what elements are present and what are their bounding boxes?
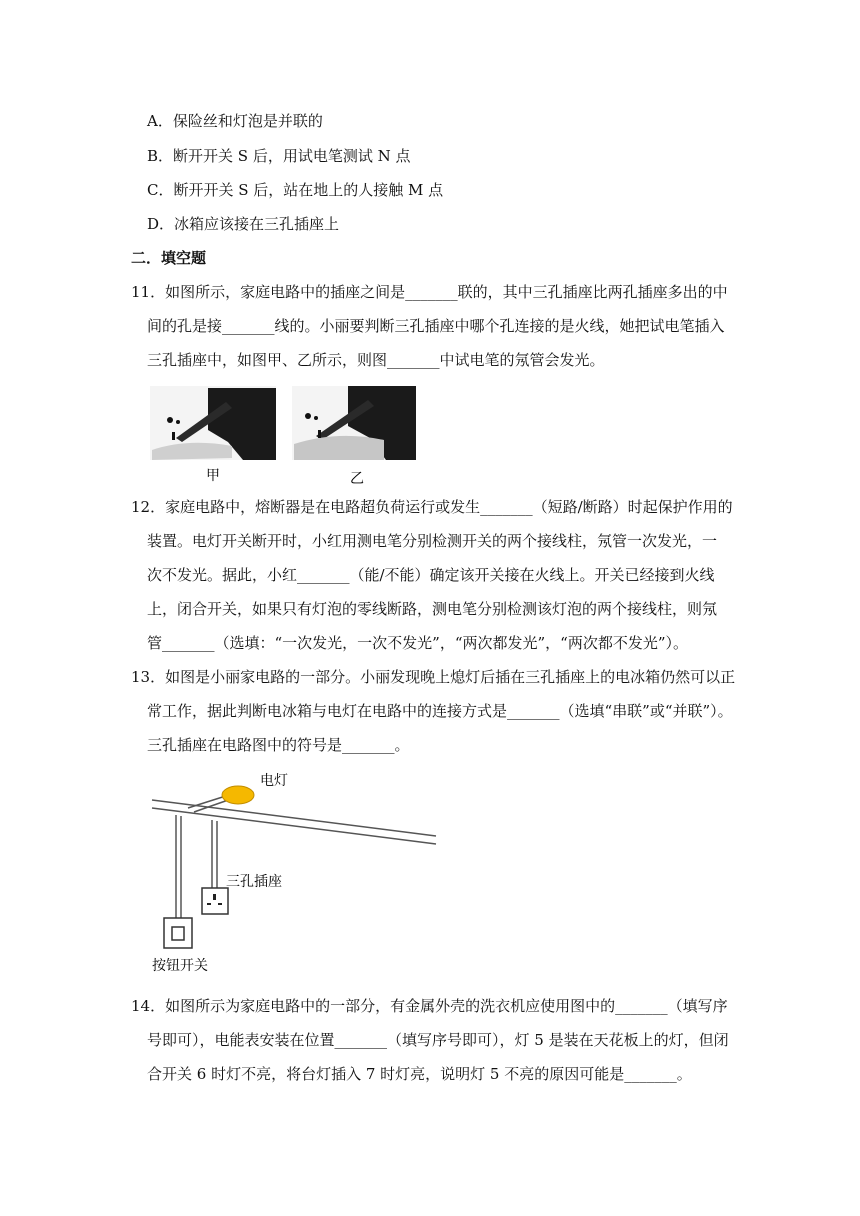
tester-photo-right: [292, 386, 416, 460]
q12-line-2: 装置。电灯开关断开时，小红用测电笔分别检测开关的两个接线柱，氖管一次发光，一: [147, 532, 718, 550]
q12-line-1: 12．家庭电路中，熔断器是在电路超负荷运行或发生_______（短路/断路）时起保护作用的: [131, 498, 733, 516]
section-title: 二．填空题: [131, 249, 207, 267]
q13-circuit-figure: [140, 770, 440, 980]
q14-line-1: 14．如图所示为家庭电路中的一部分，有金属外壳的洗衣机应使用图中的_______（填写序: [131, 997, 728, 1015]
option-b: B．断开开关 S 后，用试电笔测试 N 点: [147, 147, 411, 165]
option-d: D．冰箱应该接在三孔插座上: [147, 215, 340, 233]
q13-line-1: 13．如图是小丽家电路的一部分。小丽发现晚上熄灯后插在三孔插座上的电冰箱仍然可以正: [131, 668, 736, 686]
q13-line-2: 常工作，据此判断电冰箱与电灯在电路中的连接方式是_______（选填“串联”或“并联”）。: [147, 702, 733, 720]
q11-line-2: 间的孔是接_______线的。小丽要判断三孔插座中哪个孔连接的是火线，她把试电笔插入: [147, 317, 725, 335]
q13-line-3: 三孔插座在电路图中的符号是_______。: [147, 736, 410, 754]
q12-line-5: 管_______（选填：“一次发光，一次不发光”，“两次都发光”，“两次都不发光”）。: [147, 634, 689, 652]
figure-label-yi: 乙: [350, 471, 364, 486]
tester-photo-left: [150, 386, 276, 460]
push-button-switch-icon: [164, 918, 192, 948]
q12-line-4: 上，闭合开关，如果只有灯泡的零线断路，测电笔分别检测该灯泡的两个接线柱，则氖: [147, 600, 718, 618]
three-hole-socket-icon: [202, 888, 228, 914]
option-c: C．断开开关 S 后，站在地上的人接触 M 点: [147, 181, 444, 199]
q11-figure: [148, 380, 418, 486]
q11-line-3: 三孔插座中，如图甲、乙所示，则图_______中试电笔的氖管会发光。: [147, 351, 605, 369]
lamp-label: 电灯: [260, 773, 288, 789]
option-a: A．保险丝和灯泡是并联的: [147, 112, 323, 130]
figure-label-jia: 甲: [206, 468, 220, 484]
q14-line-2: 号即可），电能表安装在位置_______（填写序号即可），灯 5 是装在天花板上的灯，但闭: [147, 1031, 729, 1049]
q12-line-3: 次不发光。据此，小红_______（能/不能）确定该开关接在火线上。开关已经接到火线: [147, 566, 715, 584]
q14-line-3: 合开关 6 时灯不亮，将台灯插入 7 时灯亮，说明灯 5 不亮的原因可能是_______。: [147, 1065, 692, 1083]
q11-line-1: 11．如图所示，家庭电路中的插座之间是_______联的，其中三孔插座比两孔插座多出的中: [131, 283, 728, 301]
socket-label: 三孔插座: [226, 874, 282, 890]
lamp-icon: [222, 786, 254, 804]
switch-label: 按钮开关: [152, 958, 208, 974]
